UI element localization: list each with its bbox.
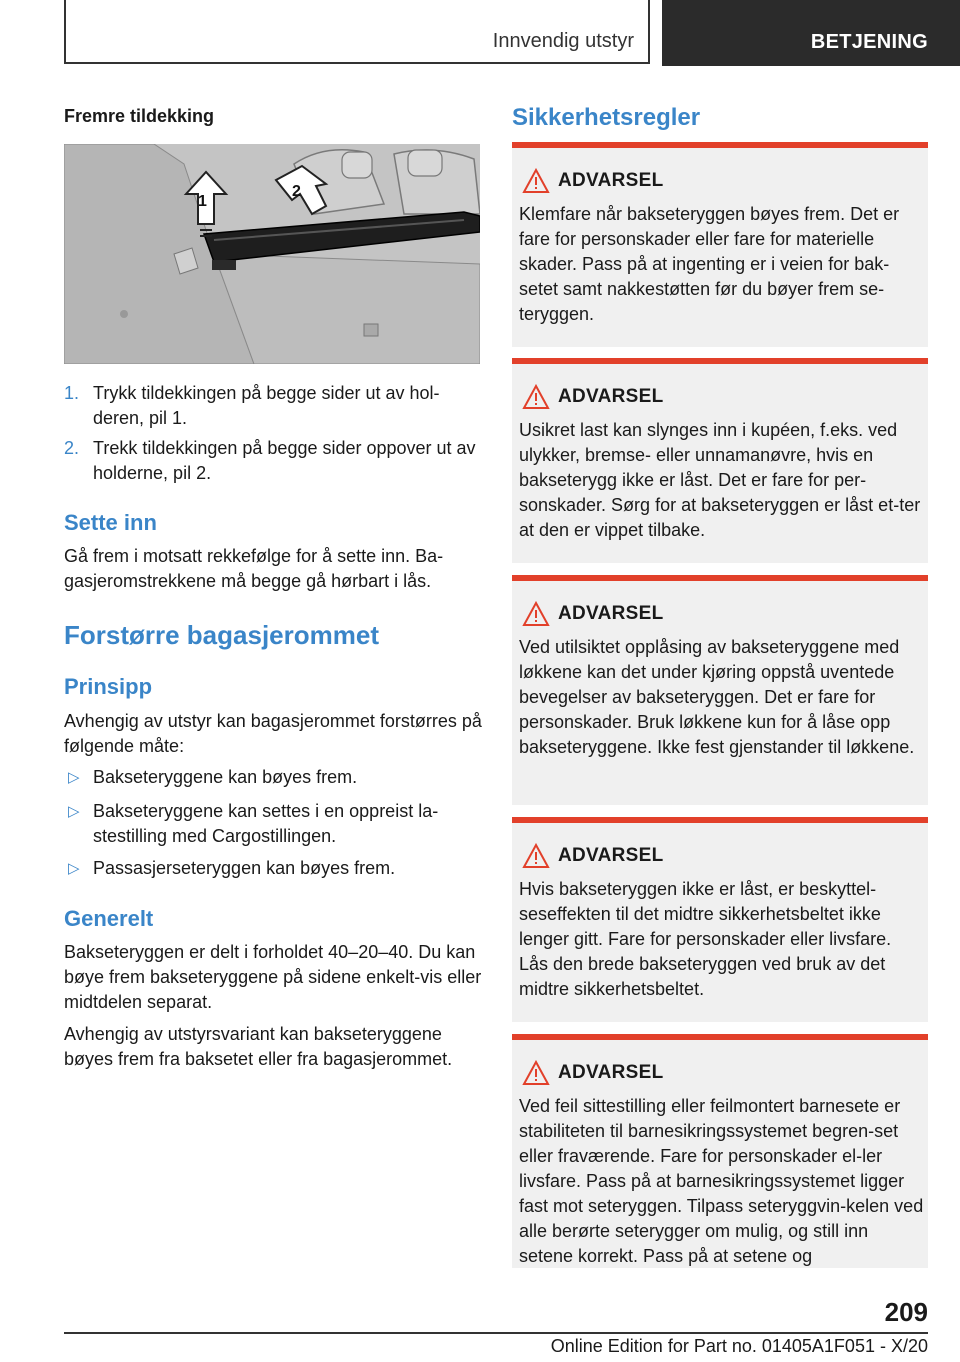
generelt-paragraph: Avhengig av utstyrsvariant kan bakseteryggene bøyes frem fra baksetet eller fra bagasjerommet. — [64, 1024, 453, 1069]
step-item — [64, 436, 482, 486]
warning-title: ADVARSEL — [558, 845, 664, 866]
page-header — [0, 0, 960, 66]
section-tab — [64, 0, 650, 64]
step-text: Trykk tildekkingen på begge sider ut av hol-deren, pil 1. — [93, 383, 440, 428]
triangle-bullet-icon: ▷ — [68, 769, 80, 786]
warning-triangle-icon — [522, 843, 550, 869]
sette-inn-text: Gå frem i motsatt rekkefølge for å sette inn. Ba-gasjeromstrekkene må begge gå hørbart i lås. — [64, 546, 444, 591]
list-item — [64, 856, 482, 881]
step-number: 2. — [64, 438, 80, 458]
heading-generelt: Generelt — [64, 906, 154, 931]
warning-title: ADVARSEL — [558, 170, 664, 191]
triangle-bullet-icon: ▷ — [68, 803, 80, 820]
warning-text: Ved feil sittestilling eller feilmontert barnesete er stabiliteten til barnesikringssystemet begren-set eller fraværende. Fare for personskader el-ler livsfare. Pass på at barnesikringssystemet ligger fast mot seteryggen. Tilpass seteryggvin-kelen ved alle berørte seterygger om mulig, og still inn setene korrekt. Pass på at setene og — [519, 1096, 924, 1266]
chapter-title: BETJENING — [810, 31, 928, 53]
list-item — [64, 765, 482, 790]
footer-divider — [64, 1332, 928, 1334]
prinsipp-text: Avhengig av utstyr kan bagasjerommet forstørres på følgende måte: — [64, 711, 482, 756]
generelt-paragraph: Bakseteryggen er delt i forholdet 40–20–40. Du kan bøye frem bakseteryggene på sidene enkelt-vis eller midtdelen separat. — [64, 942, 482, 1012]
list-item-text: Bakseteryggene kan bøyes frem. — [93, 767, 358, 787]
warning-box — [512, 1034, 928, 1268]
warning-box — [512, 575, 928, 805]
warning-box — [512, 358, 928, 563]
warning-triangle-icon — [522, 168, 550, 194]
step-text: Trekk tildekkingen på begge sider oppover ut av holderne, pil 2. — [93, 438, 476, 483]
step-number: 1. — [64, 383, 80, 403]
step-item — [64, 381, 482, 431]
arrow-label-2: 2 — [292, 183, 301, 200]
section-title: Innvendig utstyr — [492, 30, 634, 52]
warning-triangle-icon — [522, 601, 550, 627]
edition-text: Online Edition for Part no. 01405A1F051 - X/20 — [550, 1336, 928, 1356]
list-item — [64, 799, 482, 849]
triangle-bullet-icon: ▷ — [68, 860, 80, 877]
warning-title: ADVARSEL — [558, 603, 664, 624]
cover-illustration — [64, 144, 480, 364]
heading-enlarge-trunk: Forstørre bagasjerommet — [64, 620, 379, 650]
warning-triangle-icon — [522, 1060, 550, 1086]
warning-text: Ved utilsiktet opplåsing av bakseteryggene med løkkene kan det under kjøring oppstå uventede bevegelser av bakseteryggen. Det er fare for personskader. Bruk løkkene kun for å låse opp bakseteryggene. Ikke fest gjenstander til løkkene. — [519, 637, 915, 757]
warning-text: Hvis bakseteryggen ikke er låst, er beskyttel-seseffekten til det midtre sikkerhetsbeltet ikke lenger gitt. Fare for personskader eller livsfare. Lås den brede bakseteryggen ved bruk av det midtre sikkerhetsbeltet. — [519, 879, 892, 999]
cover-illustration-svg — [64, 144, 480, 364]
warning-text: Usikret last kan slynges inn i kupéen, f.eks. ved ulykker, bremse- eller unnamanøvre, hvis en bakseterygg ikke er låst. Det er fare for per-sonskader. Sørg for at bakseteryggen er låst et-ter at den er vippet tilbake. — [519, 420, 921, 540]
list-item-text: Passasjerseteryggen kan bøyes frem. — [93, 858, 396, 878]
heading-prinsipp: Prinsipp — [64, 674, 153, 699]
arrow-label-1: 1 — [198, 193, 207, 210]
subheading-front-cover: Fremre tildekking — [64, 106, 215, 126]
warning-box — [512, 817, 928, 1022]
warning-box — [512, 142, 928, 347]
warning-triangle-icon — [522, 384, 550, 410]
heading-safety-rules: Sikkerhetsregler — [512, 104, 701, 131]
chapter-tab — [662, 0, 960, 66]
warning-title: ADVARSEL — [558, 386, 664, 407]
warning-title: ADVARSEL — [558, 1062, 664, 1083]
warning-text: Klemfare når bakseteryggen bøyes frem. Det er fare for personskader eller fare for materielle skader. Pass på at ingenting er i veien for bak-setet samt nakkestøtten før du bøyer frem se-teryggen. — [519, 204, 900, 324]
list-item-text: Bakseteryggene kan settes i en oppreist la-stestilling med Cargostillingen. — [93, 801, 439, 846]
heading-sette-inn: Sette inn — [64, 510, 157, 535]
page-number: 209 — [884, 1297, 928, 1327]
